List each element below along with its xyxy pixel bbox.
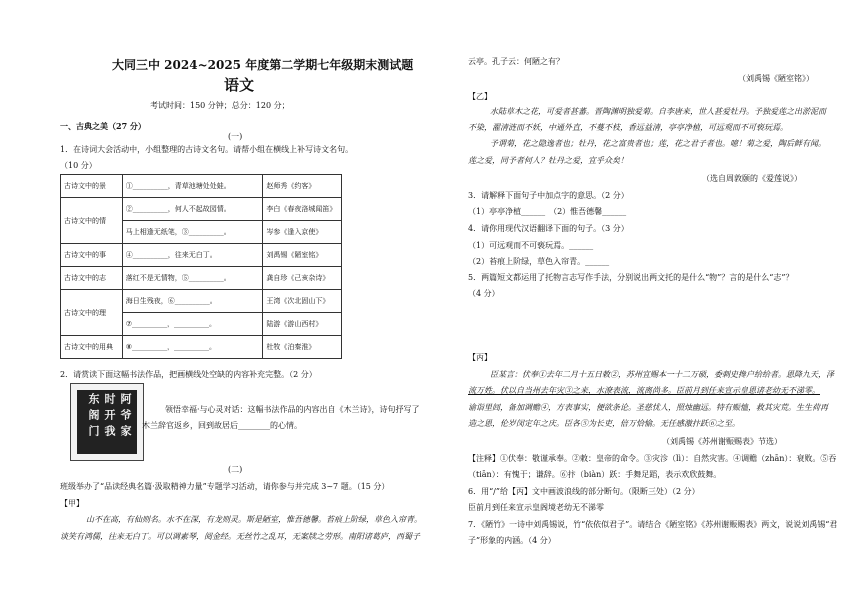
annotation-notes: （tiān）：有愧于；谦辞。⑥抃（biàn）跃：手舞足蹈，表示欢欣鼓舞。 bbox=[468, 470, 722, 479]
table-cell-line: 马上相逢无纸笔，③__________。 bbox=[122, 221, 263, 244]
calligraphy-image bbox=[70, 383, 144, 461]
question-4-item: （2）苔痕上阶绿，草色入帘青。______ bbox=[468, 257, 610, 266]
passage-text: 流万姓。伏以自当州去年灾③之来，水潦表流，流离尚多。臣前月到任来宣示皇恩诸老幼无不涕零。 bbox=[468, 386, 820, 395]
passage-source: （刘禹锡《苏州谢赈赐表》节选） bbox=[662, 437, 782, 446]
exam-title: 大同三中 2024~2025 年度第二学期七年级期末测试题 bbox=[112, 58, 414, 72]
table-row bbox=[61, 175, 342, 198]
table-cell-category: 古诗文中的景 bbox=[61, 175, 123, 198]
passage-text: 予谓菊，花之隐逸者也；牡丹，花之富贵者也；莲，花之君子者也。噫！菊之爱，陶后鲜有闻。 bbox=[490, 139, 826, 148]
table-cell-line: ②__________，何人不起故园情。 bbox=[122, 198, 263, 221]
table-cell-source: 龚自珍《己亥杂诗》 bbox=[263, 267, 342, 290]
question-6-text: 臣前月到任来宣示皇阁境老幼无不涕零 bbox=[468, 503, 604, 512]
table-cell-line: ⑦__________，__________。 bbox=[122, 313, 263, 336]
part-intro: 班级举办了“品读经典名篇·汲取精神力量”专题学习活动，请你参与并完成 3~7 题。（15 分） bbox=[60, 482, 390, 491]
passage-label: 【乙】 bbox=[468, 92, 492, 101]
table-cell-source: 李白《春夜洛城闻笛》 bbox=[263, 198, 342, 221]
passage-text: 云亭。孔子云：何陋之有？ bbox=[468, 57, 564, 66]
question-7: 子”形象的内涵。（4 分） bbox=[468, 536, 556, 545]
part-label: (一) bbox=[228, 132, 243, 141]
left-column bbox=[60, 0, 420, 608]
table-cell-source: 刘禹锡《陋室铭》 bbox=[263, 244, 342, 267]
table-cell-category: 古诗文中的理 bbox=[61, 290, 123, 336]
table-cell-line: ⑧__________，__________。 bbox=[122, 336, 263, 359]
table-cell-category: 古诗文中的用典 bbox=[61, 336, 123, 359]
question-4-item: （1）可远观而不可亵玩焉。______ bbox=[468, 241, 594, 250]
table-row bbox=[61, 336, 342, 359]
table-row bbox=[61, 198, 342, 221]
table-cell-source: 陆游《游山西村》 bbox=[263, 313, 342, 336]
passage-label: 【丙】 bbox=[468, 353, 492, 362]
table-row bbox=[61, 267, 342, 290]
calligraphy-char: 开 bbox=[103, 409, 116, 420]
table-cell-line: 落红不是无情物，⑤__________。 bbox=[122, 267, 263, 290]
table-cell-category: 古诗文中的志 bbox=[61, 267, 123, 290]
passage-source: （选自周敦颐的《爱莲说》） bbox=[702, 174, 802, 183]
poem-table bbox=[60, 174, 342, 359]
passage-label: 【甲】 bbox=[60, 499, 84, 508]
table-row bbox=[61, 244, 342, 267]
section-title: 一、古典之美（27 分） bbox=[60, 121, 146, 131]
table-cell-line: ④__________，往来无白丁。 bbox=[122, 244, 263, 267]
question-3: 3．请解释下面句子中加点字的意思。（2 分） bbox=[468, 191, 629, 200]
table-cell-category: 古诗文中的事 bbox=[61, 244, 123, 267]
question-5: 5．两篇短文都运用了托物言志写作手法，分别说出两文托的是什么“物”？言的是什么“志”？ bbox=[468, 273, 794, 282]
subject-title: 语文 bbox=[224, 76, 255, 94]
calligraphy-char: 东 bbox=[87, 393, 100, 404]
passage-text: 臣某言：伏奉①去年二月十五日敕②，苏州宜赐本一十二万硕，委刺史搀户给给者。恩降九天，泽 bbox=[490, 370, 834, 379]
passage-text: 不染，濯清涟而不妖，中通外直，不蔓不枝，香远益清，亭亭净植，可远观而不可亵玩焉。 bbox=[468, 123, 788, 132]
calligraphy-char: 阿 bbox=[119, 393, 132, 404]
question-6: 6．用“/”给【丙】文中画波浪线的部分断句。（限断三处）（2 分） bbox=[468, 487, 700, 496]
table-cell-line: ①__________，青草池塘处处蛙。 bbox=[122, 175, 263, 198]
passage-text: 造之恩，伦岁闵定年之庆。臣各⑤为长吏，倍万恰愉。无任感激抃跃⑥之至。 bbox=[468, 419, 740, 428]
question-2: 2．请赏读下面这幅书法作品，把画横线处空缺的内容补充完整。（2 分） bbox=[60, 370, 317, 379]
table-cell-line: 海日生残夜，⑥__________。 bbox=[122, 290, 263, 313]
calligraphy-char: 时 bbox=[103, 393, 116, 404]
table-cell-category: 古诗文中的情 bbox=[61, 198, 123, 244]
passage-text: 谈笑有鸿儒，往来无白丁。可以调素琴，阅金经。无丝竹之乱耳，无案牍之劳形。南阳诸葛庐，西蜀子 bbox=[60, 532, 420, 541]
question-3-items: （1）亭亭净植______ （2）惟吾德馨______ bbox=[468, 207, 627, 216]
question-5-score: （4 分） bbox=[468, 289, 500, 298]
calligraphy-char: 我 bbox=[103, 425, 116, 436]
question-7: 7．《陋竹》一诗中刘禹锡说，竹“依依似君子”。请结合《陋室铭》《苏州谢赈赐表》两文，说说刘禹锡“君 bbox=[468, 520, 838, 529]
passage-text: 谕诣里闾，备加调赡④，方表事实，便欲条论。圣慈忧人，照烛幽远。特有赈恤，救其灾荒。生生荷再 bbox=[468, 403, 828, 412]
table-cell-source: 王湾《次北固山下》 bbox=[263, 290, 342, 313]
table-cell-source: 杜牧《泊秦淮》 bbox=[263, 336, 342, 359]
question-4: 4．请你用现代汉语翻译下面的句子。（3 分） bbox=[468, 224, 629, 233]
right-column bbox=[462, 0, 838, 608]
question-2-body: 木兰辞官返乡，回到故居后________的心情。 bbox=[142, 421, 302, 430]
table-cell-source: 岑参《逢入京使》 bbox=[263, 221, 342, 244]
passage-text: 水陆草木之花，可爱者甚蕃。晋陶渊明独爱菊。自李唐来，世人甚爱牡丹。予独爱莲之出淤泥而 bbox=[490, 107, 826, 116]
part-label: (二) bbox=[228, 465, 243, 474]
calligraphy-char: 家 bbox=[119, 425, 132, 436]
passage-text: 莲之爱，同予者何人？牡丹之爱，宜乎众矣！ bbox=[468, 156, 628, 165]
question-1-score: （10 分） bbox=[60, 161, 97, 170]
passage-source: （刘禹锡《陋室铭》） bbox=[738, 74, 814, 83]
exam-info: 考试时间：150 分钟；总分：120 分； bbox=[150, 101, 290, 110]
calligraphy-char: 阁 bbox=[87, 409, 100, 420]
passage-text: 山不在高，有仙则名。水不在深，有龙则灵。斯是陋室，惟吾德馨。苔痕上阶绿，草色入帘青。 bbox=[86, 515, 422, 524]
table-cell-source: 赵师秀《约客》 bbox=[263, 175, 342, 198]
calligraphy-char: 门 bbox=[87, 425, 100, 436]
question-1: 1．在诗词大会活动中，小组整理的古诗文名句。请帮小组在横线上补写诗文名句。 bbox=[60, 145, 354, 154]
question-2-body: 领悟幸福·与心灵对话：这幅书法作品的内容出自《木兰诗》，诗句抒写了 bbox=[165, 405, 420, 414]
table-row bbox=[61, 290, 342, 313]
calligraphy-char: 爷 bbox=[119, 409, 132, 420]
annotation-notes: 【注释】①伏奉：敬谨承奉。②敕：皇帝的命令。③灾沴（lì）：自然灾害。④调赡（zhān）：衰败。⑤吞 bbox=[468, 454, 837, 463]
